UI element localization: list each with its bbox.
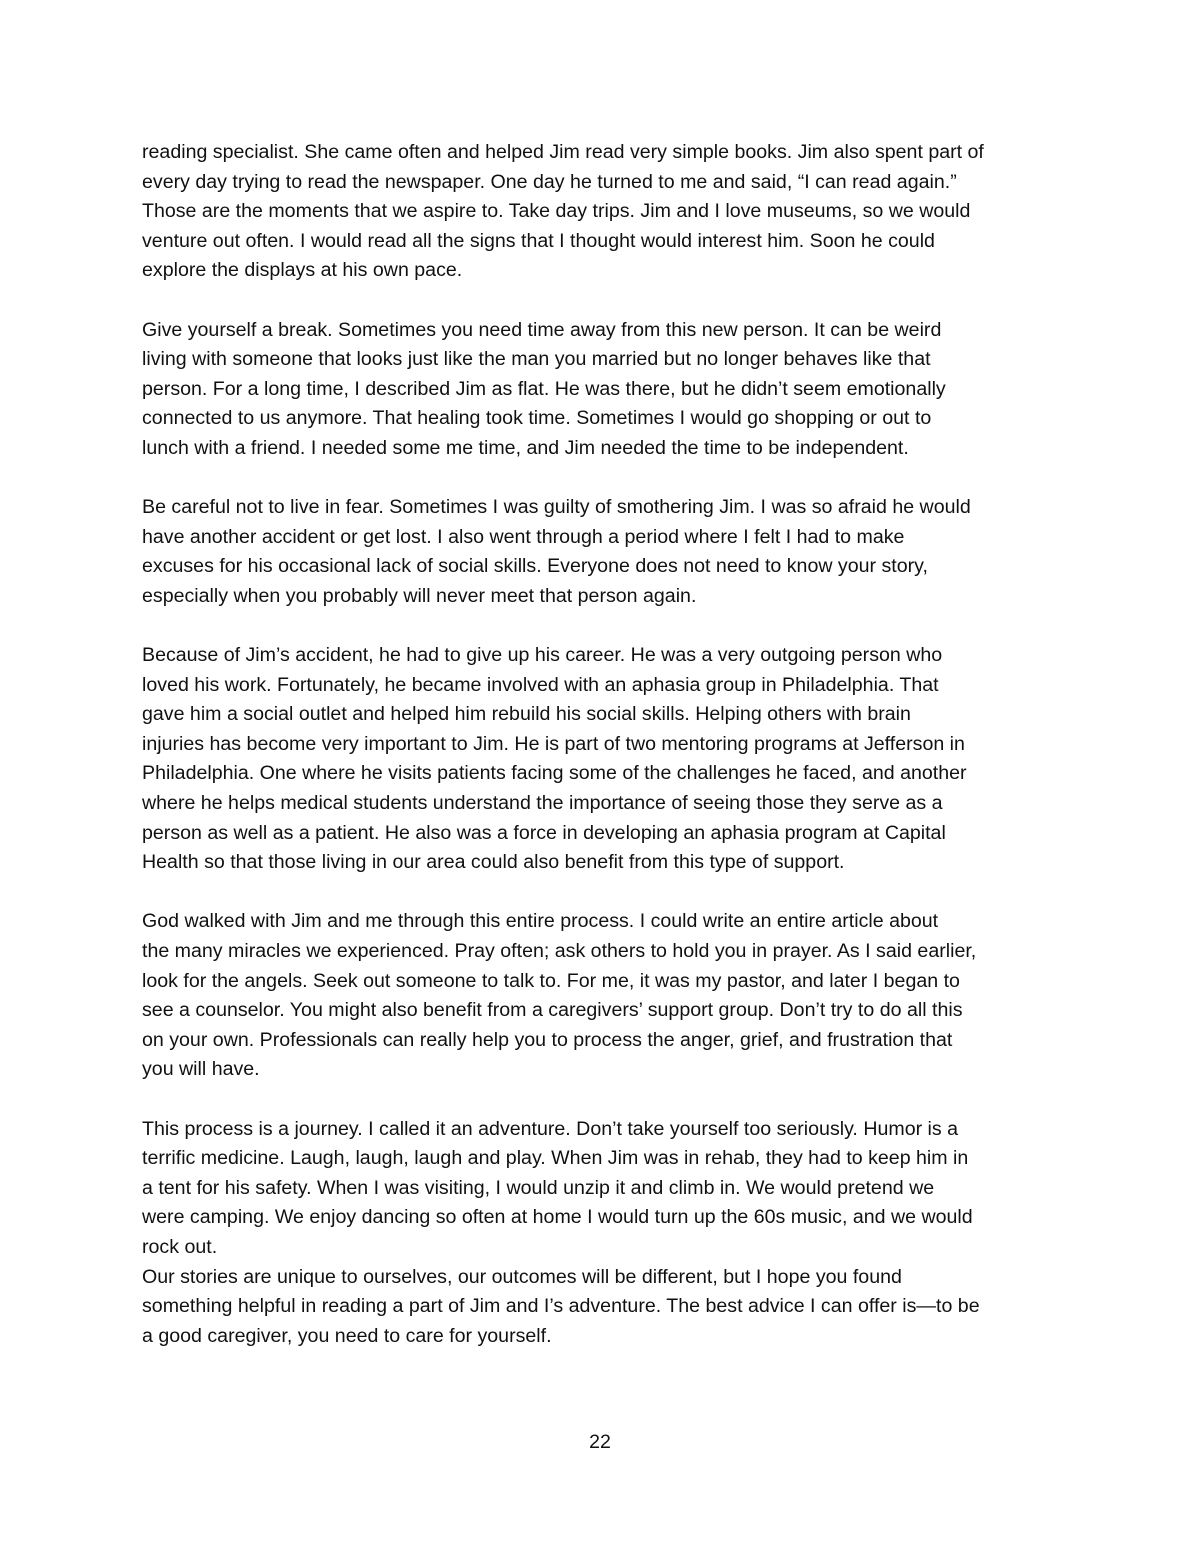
paragraph-our-stories-are-unique — [142, 1263, 1070, 1352]
text-line: especially when you probably will never meet that person again. — [142, 584, 697, 607]
paragraph-god-walked-with-us — [142, 907, 1070, 1085]
text-line: Health so that those living in our area could also benefit from this type of support. — [142, 851, 845, 874]
paragraph-process-is-a-journey — [142, 1115, 1070, 1263]
text-line: Be careful not to live in fear. Sometimes I was guilty of smothering Jim. I was so afraid he would — [142, 496, 971, 519]
text-line: lunch with a friend. I needed some me time, and Jim needed the time to be independent. — [142, 436, 909, 459]
text-line: Philadelphia. One where he visits patients facing some of the challenges he faced, and another — [142, 762, 967, 785]
text-line: explore the displays at his own pace. — [142, 259, 463, 282]
text-line: This process is a journey. I called it an adventure. Don’t take yourself too seriously. Humor is a — [142, 1117, 959, 1140]
text-line: every day trying to read the newspaper. One day he turned to me and said, “I can read again.” — [142, 170, 957, 193]
text-line: rock out. — [142, 1235, 218, 1258]
text-line: injuries has become very important to Jim. He is part of two mentoring programs at Jefferson in — [142, 732, 965, 755]
page-number: 22 — [589, 1431, 611, 1453]
text-line: venture out often. I would read all the signs that I thought would interest him. Soon he could — [142, 229, 935, 252]
text-line: you will have. — [142, 1058, 260, 1081]
text-line: on your own. Professionals can really help you to process the anger, grief, and frustration that — [142, 1028, 953, 1051]
text-line: look for the angels. Seek out someone to talk to. For me, it was my pastor, and later I began to — [142, 969, 960, 992]
text-line: where he helps medical students understand the importance of seeing those they serve as a — [142, 792, 943, 815]
paragraph-career-and-mentoring — [142, 641, 1070, 878]
text-line: have another accident or get lost. I also went through a period where I felt I had to make — [142, 525, 905, 548]
paragraph-be-careful-not-to-live-in-fear — [142, 493, 1070, 611]
text-line: Give yourself a break. Sometimes you need time away from this new person. It can be weird — [142, 318, 942, 341]
text-line: excuses for his occasional lack of social skills. Everyone does not need to know your story, — [142, 555, 928, 578]
text-line: loved his work. Fortunately, he became involved with an aphasia group in Philadelphia. That — [142, 673, 939, 696]
text-line: Because of Jim’s accident, he had to give up his career. He was a very outgoing person who — [142, 644, 943, 667]
text-line: the many miracles we experienced. Pray often; ask others to hold you in prayer. As I said earlier, — [142, 940, 977, 963]
text-line: person as well as a patient. He also was a force in developing an aphasia program at Capital — [142, 821, 946, 844]
text-line: a good caregiver, you need to care for yourself. — [142, 1324, 552, 1347]
paragraph-give-yourself-a-break — [142, 316, 1070, 464]
text-line: see a counselor. You might also benefit from a caregivers’ support group. Don’t try to do all this — [142, 999, 963, 1022]
text-line: gave him a social outlet and helped him rebuild his social skills. Helping others with brain — [142, 703, 911, 726]
text-line: connected to us anymore. That healing took time. Sometimes I would go shopping or out to — [142, 407, 932, 430]
text-line: God walked with Jim and me through this entire process. I could write an entire article about — [142, 910, 939, 933]
text-line: were camping. We enjoy dancing so often at home I would turn up the 60s music, and we would — [142, 1206, 973, 1229]
body-text — [142, 138, 1070, 1351]
text-line: Our stories are unique to ourselves, our outcomes will be different, but I hope you found — [142, 1265, 902, 1288]
text-line: Those are the moments that we aspire to. Take day trips. Jim and I love museums, so we would — [142, 200, 971, 223]
text-line: person. For a long time, I described Jim as flat. He was there, but he didn’t seem emotionally — [142, 377, 946, 400]
text-line: something helpful in reading a part of Jim and I’s adventure. The best advice I can offer is—to be — [142, 1295, 980, 1318]
text-line: living with someone that looks just like the man you married but no longer behaves like that — [142, 348, 931, 371]
text-line: a tent for his safety. When I was visiting, I would unzip it and climb in. We would pretend we — [142, 1176, 935, 1199]
text-line: reading specialist. She came often and helped Jim read very simple books. Jim also spent part of — [142, 141, 984, 163]
text-line: terrific medicine. Laugh, laugh, laugh and play. When Jim was in rehab, they had to keep him in — [142, 1147, 969, 1170]
paragraph-reading-specialist — [142, 138, 1070, 286]
